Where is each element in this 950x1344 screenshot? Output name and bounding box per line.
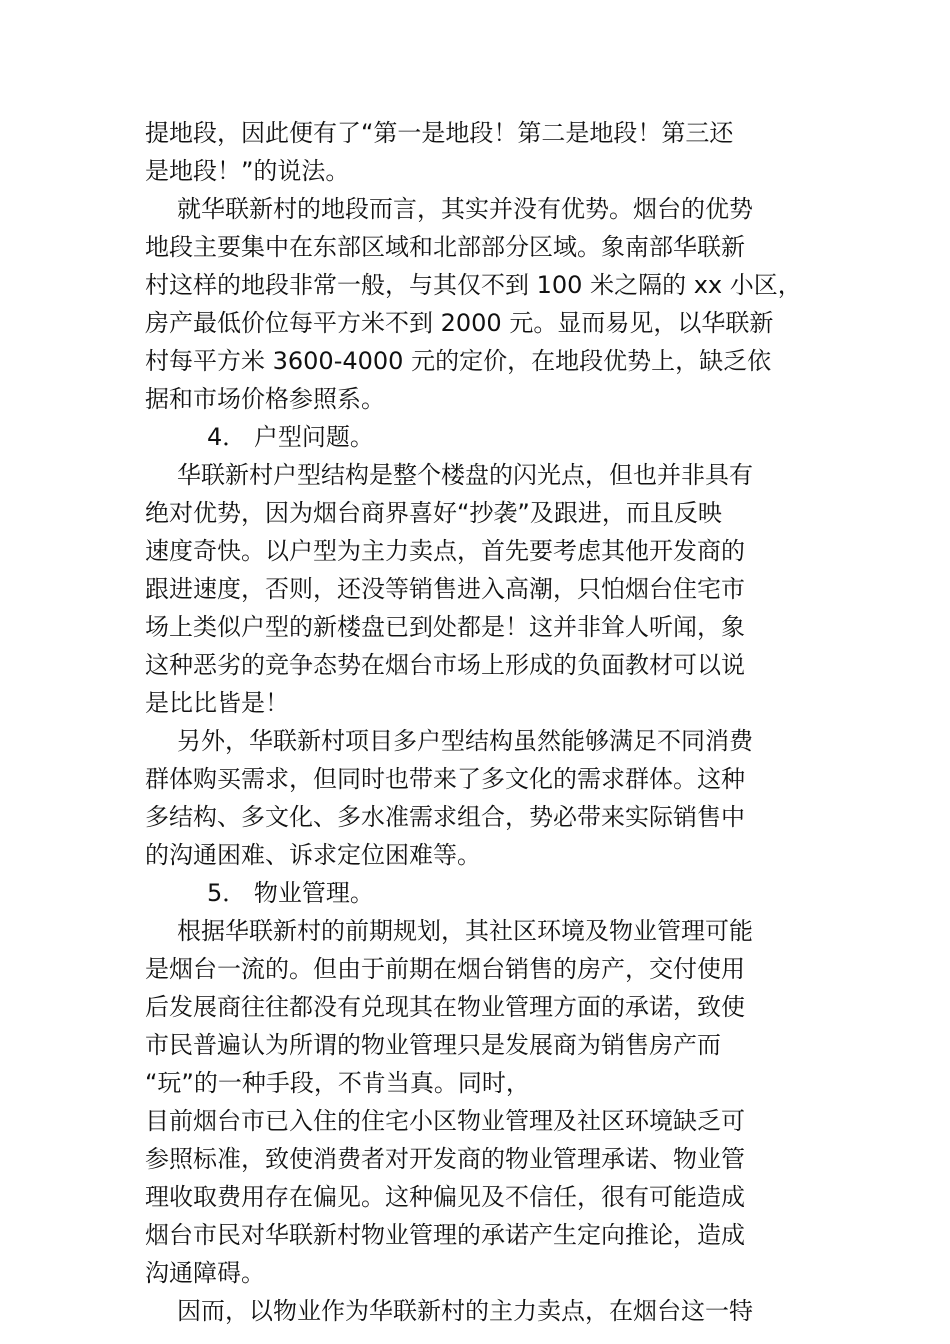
text-line: 绝对优势，因为烟台商界喜好“抄袭”及跟进，而且反映 — [145, 499, 722, 527]
paragraph-start-line: 就华联新村的地段而言，其实并没有优势。烟台的优势 — [177, 195, 753, 223]
text-line: 是比比皆是！ — [145, 689, 289, 717]
text-line: 这种恶劣的竞争态势在烟台市场上形成的负面教材可以说 — [145, 651, 745, 679]
text-line: 是地段！”的说法。 — [145, 157, 350, 185]
section-heading-5: 5． 物业管理。 — [207, 879, 374, 907]
paragraph-start-line: 因而，以物业作为华联新村的主力卖点，在烟台这一特 — [177, 1297, 753, 1325]
text-line: 烟台市民对华联新村物业管理的承诺产生定向推论，造成 — [145, 1221, 745, 1249]
text-line: 房产最低价位每平方米不到 2000 元。显而易见，以华联新 — [145, 309, 774, 337]
document-body — [145, 114, 845, 1330]
text-line: “玩”的一种手段，不肯当真。同时， — [145, 1069, 530, 1097]
text-line: 场上类似户型的新楼盘已到处都是！这并非耸人听闻，象 — [145, 613, 745, 641]
text-line: 村这样的地段非常一般，与其仅不到 100 米之隔的 xx 小区， — [145, 271, 802, 299]
paragraph-start-line: 华联新村户型结构是整个楼盘的闪光点，但也并非具有 — [177, 461, 753, 489]
text-line: 提地段，因此便有了“第一是地段！第二是地段！第三还 — [145, 119, 734, 147]
text-line: 群体购买需求，但同时也带来了多文化的需求群体。这种 — [145, 765, 745, 793]
paragraph-start-line: 另外，华联新村项目多户型结构虽然能够满足不同消费 — [177, 727, 753, 755]
text-line: 沟通障碍。 — [145, 1259, 265, 1287]
text-line: 地段主要集中在东部区域和北部部分区域。象南部华联新 — [145, 233, 745, 261]
text-line: 参照标准，致使消费者对开发商的物业管理承诺、物业管 — [145, 1145, 745, 1173]
paragraph-start-line: 根据华联新村的前期规划，其社区环境及物业管理可能 — [177, 917, 753, 945]
text-line: 据和市场价格参照系。 — [145, 385, 385, 413]
text-line: 村每平方米 3600-4000 元的定价，在地段优势上，缺乏依 — [145, 347, 772, 375]
text-line: 的沟通困难、诉求定位困难等。 — [145, 841, 481, 869]
section-heading-4: 4． 户型问题。 — [207, 423, 374, 451]
text-line: 速度奇快。以户型为主力卖点，首先要考虑其他开发商的 — [145, 537, 745, 565]
text-line: 后发展商往往都没有兑现其在物业管理方面的承诺，致使 — [145, 993, 745, 1021]
text-line: 跟进速度，否则，还没等销售进入高潮，只怕烟台住宅市 — [145, 575, 745, 603]
text-line: 是烟台一流的。但由于前期在烟台销售的房产，交付使用 — [145, 955, 745, 983]
text-line: 目前烟台市已入住的住宅小区物业管理及社区环境缺乏可 — [145, 1107, 745, 1135]
text-line: 市民普遍认为所谓的物业管理只是发展商为销售房产而 — [145, 1031, 721, 1059]
text-line: 多结构、多文化、多水准需求组合，势必带来实际销售中 — [145, 803, 745, 831]
text-line: 理收取费用存在偏见。这种偏见及不信任，很有可能造成 — [145, 1183, 745, 1211]
